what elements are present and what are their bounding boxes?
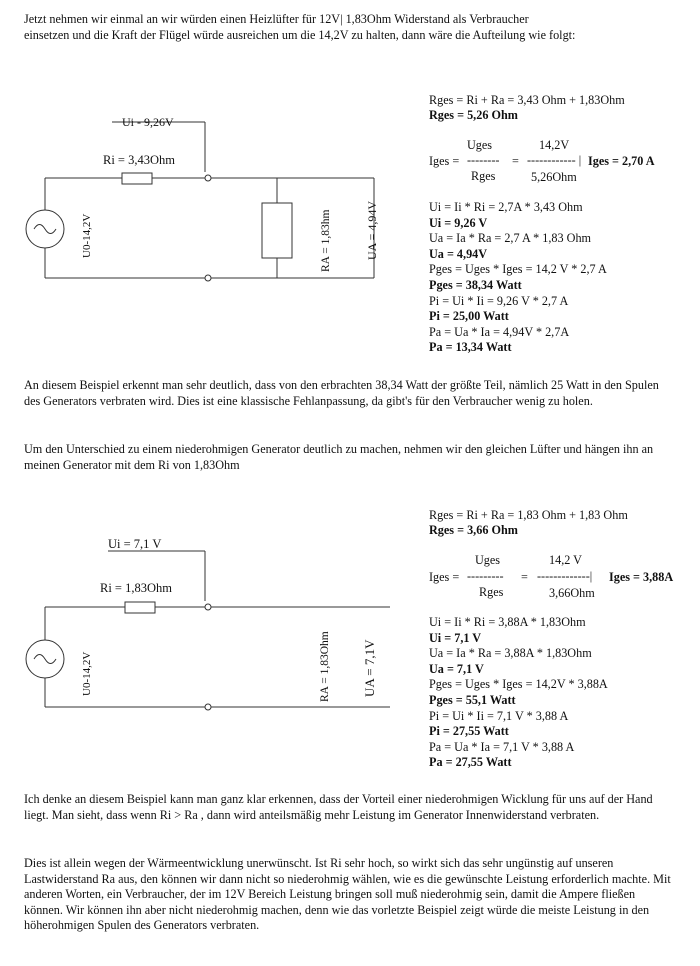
calc-2-line: Ua = Ia * Ra = 3,88A * 1,83Ohm (429, 646, 592, 661)
ua-label-2: UA = 7,1V (362, 639, 377, 697)
ra-label-2: RA = 1,83Ohm (319, 631, 331, 702)
iges-num-right-2: 14,2 V (549, 553, 582, 567)
calc-2-line: Pa = Ua * Ia = 7,1 V * 3,88 A (429, 739, 575, 754)
iges-dashes-right-2: -------------| (537, 569, 593, 583)
paragraph-3: Ich denke an diesem Beispiel kann man ganz klar erkennen, dass der Vorteil einer niederohmigen Wicklung für uns auf der Hand liegt. Man sieht, dass wenn Ri > Ra , dann wird anteilsmäßig mehr Leistung im Generator Innenwiderstand verbraten. (24, 792, 653, 822)
iges-num-left-2: Uges (475, 553, 501, 567)
iges-den-left-2: Rges (479, 585, 504, 599)
iges-den-right-2: 3,66Ohm (549, 586, 595, 600)
calc-2-line: Pi = 27,55 Watt (429, 724, 509, 739)
iges-num-left-1: Uges (467, 138, 493, 152)
calc-1-line: Ui = 9,26 V (429, 215, 488, 230)
ra-label-1: RA = 1,83hm (320, 209, 332, 272)
u0-label-1: U0-14,2V (81, 213, 93, 258)
ri-resistor-1 (122, 173, 152, 184)
rges-formula-1: Rges = Ri + Ra = 3,43 Ohm + 1,83Ohm (429, 93, 625, 107)
intro-line-1: Jetzt nehmen wir einmal an wir würden einen Heizlüfter für 12V| 1,83Ohm Widerstand als Verbraucher (24, 12, 529, 26)
iges-result-2: Iges = 3,88A (609, 570, 674, 584)
rges-formula-2: Rges = Ri + Ra = 1,83 Ohm + 1,83 Ohm (429, 508, 628, 522)
iges-num-right-1: 14,2V (539, 138, 570, 152)
calc-2-line: Pa = 27,55 Watt (429, 755, 512, 770)
calc-1-line: Pa = Ua * Ia = 4,94V * 2,7A (429, 324, 570, 339)
calc-2-line: Ui = Ii * Ri = 3,88A * 1,83Ohm (429, 615, 586, 629)
iges-eq-1: = (512, 154, 519, 168)
iges-den-right-1: 5,26Ohm (531, 170, 577, 184)
paragraph-2: Um den Unterschied zu einem niederohmigen Generator deutlich zu machen, nehmen wir den gleichen Lüfter und hängen ihn an meinen Generator mit dem Ri von 1,83Ohm (24, 442, 654, 472)
calc-1-line: Ui = Ii * Ri = 2,7A * 3,43 Ohm (429, 200, 583, 214)
ui-label-1: Ui - 9,26V (122, 115, 174, 129)
iges-dashes-left-1: -------- (467, 153, 500, 167)
iges-den-left-1: Rges (471, 169, 496, 183)
iges-eq-2: = (521, 570, 528, 584)
rges-result-2: Rges = 3,66 Ohm (429, 523, 518, 537)
calc-1-line: Ua = 4,94V (429, 246, 488, 261)
calc-1-line: Pges = 38,34 Watt (429, 278, 522, 292)
iges-result-1: Iges = 2,70 A (588, 154, 655, 168)
calc-1-line: Pges = Uges * Iges = 14,2 V * 2,7 A (429, 262, 607, 277)
paragraph-1: An diesem Beispiel erkennt man sehr deutlich, dass von den erbrachten 38,34 Watt der größte Teil, nämlich 25 Watt in den Spulen des Generators verbraten wird. Dies ist eine klassische Fehlanpassung, da gibt's für den Verbraucher wenig zu holen. (24, 378, 659, 408)
iges-dashes-left-2: --------- (467, 569, 504, 583)
paragraph-4: Dies ist allein wegen der Wärmeentwicklung unerwünscht. Ist Ri sehr hoch, so wirkt sich das sehr ungünstig auf unseren Lastwiderstand Ra aus, den können wir dann nicht so niederohmig wählen, wie es die gewünschte Leistung erforderlich machte. Mit anderen Worten, ein Verbraucher, der im 12V Bereich Leistung bringen soll muß niederohmig sein, damit die Ampere fließen können. Wir können ihn aber nicht niederohmig machen, denn wie das vorletzte Beispiel zeigt würde die meiste Leistung in den höherohmigen Spulen des Generators verbraten. (24, 856, 671, 932)
calc-1-line: Ua = Ia * Ra = 2,7 A * 1,83 Ohm (429, 231, 592, 246)
circuit-diagram-2 (0, 530, 420, 720)
calc-2-line: Ui = 7,1 V (429, 630, 482, 645)
calc-2-line: Pges = 55,1 Watt (429, 693, 516, 707)
rges-result-1: Rges = 5,26 Ohm (429, 108, 518, 122)
calc-1-line: Pi = 25,00 Watt (429, 309, 509, 324)
calc-1-line: Pa = 13,34 Watt (429, 340, 512, 355)
iges-dashes-right-1: ------------ | (527, 153, 582, 167)
calc-2-line: Pges = Uges * Iges = 14,2V * 3,88A (429, 677, 608, 692)
iges-label-1: Iges = (429, 154, 460, 168)
circuit-diagram-1 (0, 100, 420, 300)
intro-line-2: einsetzen und die Kraft der Flügel würde ausreichen um die 14,2V zu halten, dann wäre die Aufteilung wie folgt: (24, 28, 576, 42)
ra-resistor-1 (262, 203, 292, 258)
ri-label-1: Ri = 3,43Ohm (103, 153, 175, 167)
calc-2-line: Ua = 7,1 V (429, 661, 484, 676)
ui-label-2: Ui = 7,1 V (108, 537, 162, 551)
ri-resistor-2 (125, 602, 155, 613)
calc-1-line: Pi = Ui * Ii = 9,26 V * 2,7 A (429, 293, 569, 308)
ri-label-2: Ri = 1,83Ohm (100, 581, 172, 595)
iges-label-2: Iges = (429, 570, 460, 584)
ua-label-1: UA = 4,94V (365, 200, 379, 260)
calc-2-line: Pi = Ui * Ii = 7,1 V * 3,88 A (429, 708, 569, 723)
u0-label-2: U0-14,2V (81, 651, 93, 696)
